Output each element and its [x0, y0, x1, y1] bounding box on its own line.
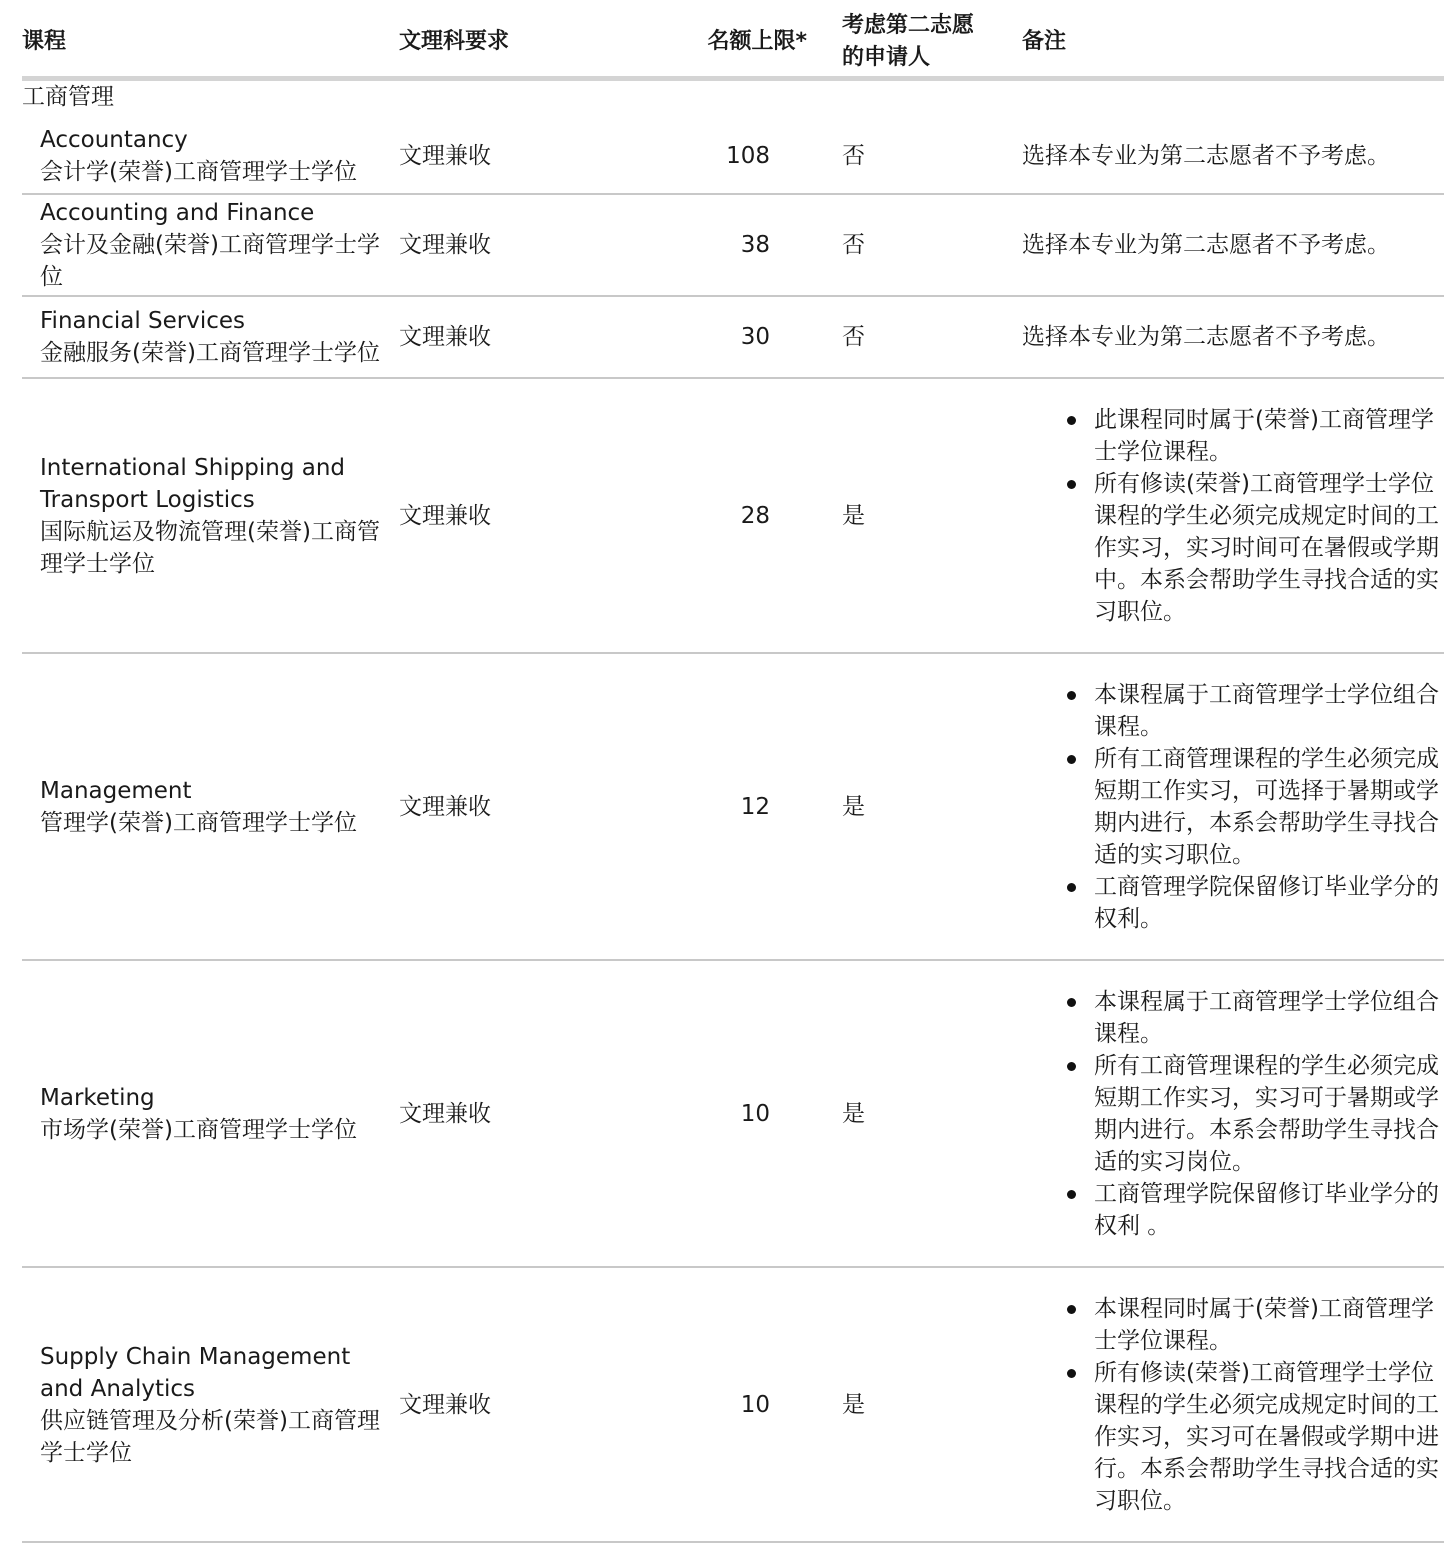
- header-course: 课程: [22, 29, 67, 54]
- course-cell: [40, 297, 382, 377]
- course-name-en: Accountancy: [40, 127, 188, 153]
- second-choice-cell: 是: [842, 502, 865, 529]
- header-requirement: 文理科要求: [399, 29, 510, 54]
- notes-cell: [1022, 654, 1444, 959]
- second-choice-cell: 否: [842, 143, 865, 169]
- table-row: [22, 961, 1444, 1268]
- note-item: 本课程属于工商管理学士学位组合课程。: [1094, 986, 1444, 1050]
- note-cell: 选择本专业为第二志愿者不予考虑。: [1022, 232, 1390, 258]
- requirement-cell: 文理兼收: [399, 502, 491, 529]
- notes-list: [1022, 1293, 1444, 1517]
- course-name-en: Management: [40, 777, 192, 804]
- course-name-zh: 管理学(荣誉)工商管理学士学位: [40, 809, 357, 836]
- note-item: 所有工商管理课程的学生必须完成短期工作实习，实习可于暑期或学期内进行。本系会帮助学生寻找合适的实习岗位。: [1094, 1050, 1444, 1178]
- header-second-choice-line1: 考虑第二志愿: [842, 13, 975, 38]
- note-cell: 选择本专业为第二志愿者不予考虑。: [1022, 324, 1390, 350]
- table-row: [22, 1268, 1444, 1543]
- notes-list: [1022, 986, 1444, 1242]
- notes-cell: [1022, 1268, 1444, 1541]
- header-quota: 名额上限*: [707, 29, 807, 54]
- quota-cell: 28: [740, 502, 770, 529]
- second-choice-cell: 否: [842, 324, 865, 350]
- course-cell: [40, 195, 382, 295]
- table-header: [22, 0, 1444, 81]
- requirement-cell: 文理兼收: [399, 324, 491, 350]
- course-name-zh: 国际航运及物流管理(荣誉)工商管理学士学位: [40, 518, 380, 577]
- note-item: 所有修读(荣誉)工商管理学士学位课程的学生必须完成规定时间的工作实习，实习可在暑假或学期中进行。本系会帮助学生寻找合适的实习职位。: [1094, 1357, 1444, 1517]
- course-name-en: Accounting and Finance: [40, 200, 315, 226]
- course-cell: [40, 119, 382, 193]
- requirement-cell: 文理兼收: [399, 232, 491, 258]
- header-second-choice-line2: 的申请人: [842, 45, 931, 70]
- quota-cell: 108: [726, 143, 770, 169]
- course-name-en: Marketing: [40, 1084, 155, 1111]
- note-item: 工商管理学院保留修订毕业学分的权利。: [1094, 871, 1444, 935]
- requirement-cell: 文理兼收: [399, 1391, 491, 1418]
- note-cell: 选择本专业为第二志愿者不予考虑。: [1022, 143, 1390, 169]
- course-name-zh: 金融服务(荣誉)工商管理学士学位: [40, 340, 380, 366]
- requirement-cell: 文理兼收: [399, 793, 491, 820]
- second-choice-cell: 是: [842, 1391, 865, 1418]
- requirement-cell: 文理兼收: [399, 1100, 491, 1127]
- quota-cell: 10: [740, 1391, 770, 1418]
- requirement-cell: 文理兼收: [399, 143, 491, 169]
- table-row: [22, 119, 1444, 195]
- note-item: 工商管理学院保留修订毕业学分的权利 。: [1094, 1178, 1444, 1242]
- notes-list: [1022, 404, 1444, 628]
- second-choice-cell: 是: [842, 1100, 865, 1127]
- note-item: 所有工商管理课程的学生必须完成短期工作实习，可选择于暑期或学期内进行，本系会帮助学生寻找合适的实习职位。: [1094, 743, 1444, 871]
- notes-cell: [1022, 379, 1444, 652]
- header-notes: 备注: [1022, 29, 1067, 54]
- second-choice-cell: 是: [842, 793, 865, 820]
- notes-list: [1022, 679, 1444, 935]
- table-row: [22, 297, 1444, 379]
- table-row: [22, 195, 1444, 297]
- note-item: 所有修读(荣誉)工商管理学士学位课程的学生必须完成规定时间的工作实习，实习时间可在暑假或学期中。本系会帮助学生寻找合适的实习职位。: [1094, 468, 1444, 628]
- quota-cell: 10: [740, 1100, 770, 1127]
- quota-cell: 38: [740, 232, 770, 258]
- course-cell: [40, 1268, 382, 1541]
- course-name-en: International Shipping and Transport Logistics: [40, 454, 346, 513]
- course-cell: [40, 961, 382, 1266]
- note-item: 此课程同时属于(荣誉)工商管理学士学位课程。: [1094, 404, 1444, 468]
- quota-cell: 12: [740, 793, 770, 820]
- group-title: 工商管理: [22, 84, 114, 110]
- programme-table: [22, 0, 1444, 1514]
- header-second-choice: [842, 10, 992, 74]
- course-name-en: Financial Services: [40, 308, 246, 334]
- second-choice-cell: 否: [842, 232, 865, 258]
- quota-cell: 30: [740, 324, 770, 350]
- table-row: [22, 654, 1444, 961]
- course-name-zh: 市场学(荣誉)工商管理学士学位: [40, 1116, 357, 1143]
- notes-cell: [1022, 961, 1444, 1266]
- course-name-zh: 会计学(荣誉)工商管理学士学位: [40, 159, 357, 185]
- table-row: [22, 379, 1444, 654]
- course-name-en: Supply Chain Management and Analytics: [40, 1343, 351, 1402]
- note-item: 本课程同时属于(荣誉)工商管理学士学位课程。: [1094, 1293, 1444, 1357]
- course-name-zh: 会计及金融(荣誉)工商管理学士学位: [40, 232, 380, 290]
- note-item: 本课程属于工商管理学士学位组合课程。: [1094, 679, 1444, 743]
- course-cell: [40, 654, 382, 959]
- course-cell: [40, 379, 382, 652]
- course-name-zh: 供应链管理及分析(荣誉)工商管理学士学位: [40, 1407, 380, 1466]
